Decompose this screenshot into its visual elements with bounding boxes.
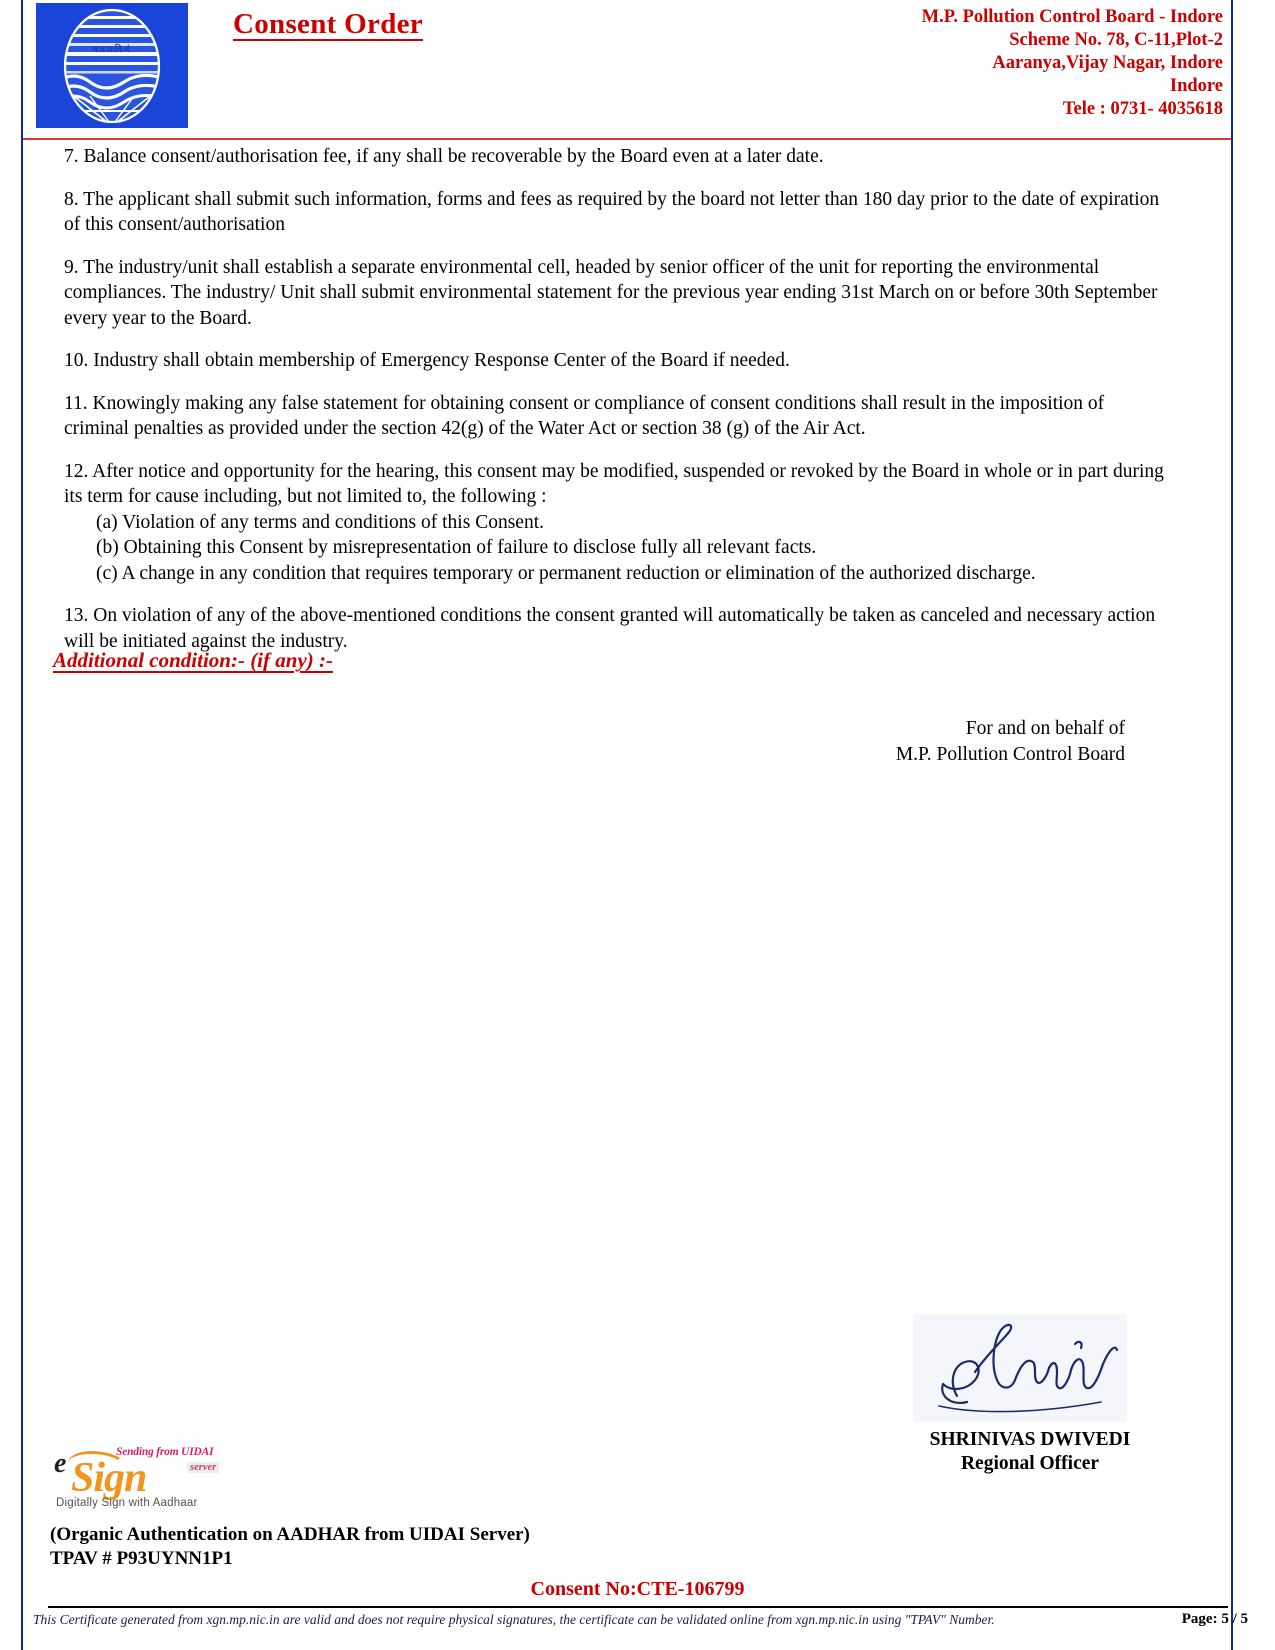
handwritten-signature-icon (905, 1310, 1145, 1430)
clause-12-b: (b) Obtaining this Consent by misrepresentation of failure to disclose fully all relevant facts. (96, 537, 817, 558)
address-line-2: Scheme No. 78, C-11,Plot-2 (1009, 30, 1223, 50)
authentication-line-1: (Organic Authentication on AADHAR from UIDAI Server) (50, 1524, 530, 1545)
clause-10: 10. Industry shall obtain membership of Emergency Response Center of the Board if needed. (64, 350, 790, 371)
esign-e-letter: e (54, 1448, 67, 1479)
address-line-1: M.P. Pollution Control Board - Indore (921, 7, 1223, 27)
esign-tagline: Digitally Sign with Aadhaar (56, 1497, 198, 1509)
signatory-block (860, 1428, 1200, 1476)
authentication-tpav: TPAV # P93UYNN1P1 (50, 1548, 233, 1569)
header-divider (23, 138, 1231, 140)
mppcb-globe-emblem-icon (36, 3, 188, 128)
authentication-block (50, 1523, 530, 1571)
clause-9: 9. The industry/unit shall establish a separate environmental cell, headed by senior officer of the unit for reporting the environmental compliances. The industry/ Unit shall submit environmental statement for the previous year ending 31st March on or before 30th September every year to the Board. (64, 256, 1158, 329)
clause-13: 13. On violation of any of the above-mentioned conditions the consent granted will automatically be taken as canceled and necessary action will be initiated against the industry. (64, 605, 1156, 652)
clause-11: 11. Knowingly making any false statement for obtaining consent or compliance of consent conditions shall result in the imposition of criminal penalties as provided under the section 42(g) of the Water Act or section 38 (g) of the Air Act. (64, 392, 1105, 439)
clause-7: 7. Balance consent/authorisation fee, if any shall be recoverable by the Board even at a later date. (64, 146, 824, 167)
esign-uidai-text: Sending from UIDAI (116, 1446, 214, 1458)
board-address (922, 6, 1223, 121)
clause-12-sublist (64, 510, 1169, 587)
footer-divider (48, 1606, 1228, 1608)
esign-logo-icon (54, 1443, 234, 1515)
signatory-designation: Regional Officer (960, 1453, 1100, 1474)
document-body (64, 144, 1169, 671)
address-line-4: Indore (1169, 76, 1223, 96)
clause-12: 12. After notice and opportunity for the hearing, this consent may be modified, suspended or revoked by the Board in whole or in part during its term for cause including, but not limited to, the following : (64, 460, 1164, 507)
page-number: Page: 5 / 5 (1181, 1611, 1248, 1627)
page-title: Consent Order (233, 8, 423, 40)
svg-text:म.प्र.प्र.नि.मं.: म.प्र.प्र.नि.मं. (92, 43, 132, 54)
clause-12-c: (c) A change in any condition that requires temporary or permanent reduction or elimination of the authorized discharge. (96, 562, 1036, 584)
document-header (23, 0, 1231, 140)
clause-8: 8. The applicant shall submit such information, forms and fees as required by the board not letter than 180 day prior to the date of expiration of this consent/authorisation (64, 188, 1160, 235)
on-behalf-line-1: For and on behalf of (965, 718, 1125, 739)
address-line-3: Aaranya,Vijay Nagar, Indore (992, 53, 1223, 73)
consent-number: Consent No:CTE-106799 (530, 1578, 745, 1600)
additional-condition-heading: Additional condition:- (if any) :- (53, 648, 333, 672)
address-telephone: Tele : 0731- 4035618 (1062, 99, 1223, 119)
clause-12-a: (a) Violation of any terms and conditions of this Consent. (96, 511, 544, 533)
on-behalf-line-2: M.P. Pollution Control Board (895, 744, 1125, 765)
footer-validity-note: This Certificate generated from xgn.mp.nic.in are valid and does not require physical signatures, the certificate can be validated online from xgn.mp.nic.in using "TPAV" Number. (33, 1612, 995, 1627)
on-behalf-block (896, 716, 1125, 768)
signatory-name: SHRINIVAS DWIVEDI (929, 1429, 1131, 1450)
esign-sign-word: Sign (71, 1455, 147, 1501)
esign-server-text: server (187, 1462, 219, 1473)
